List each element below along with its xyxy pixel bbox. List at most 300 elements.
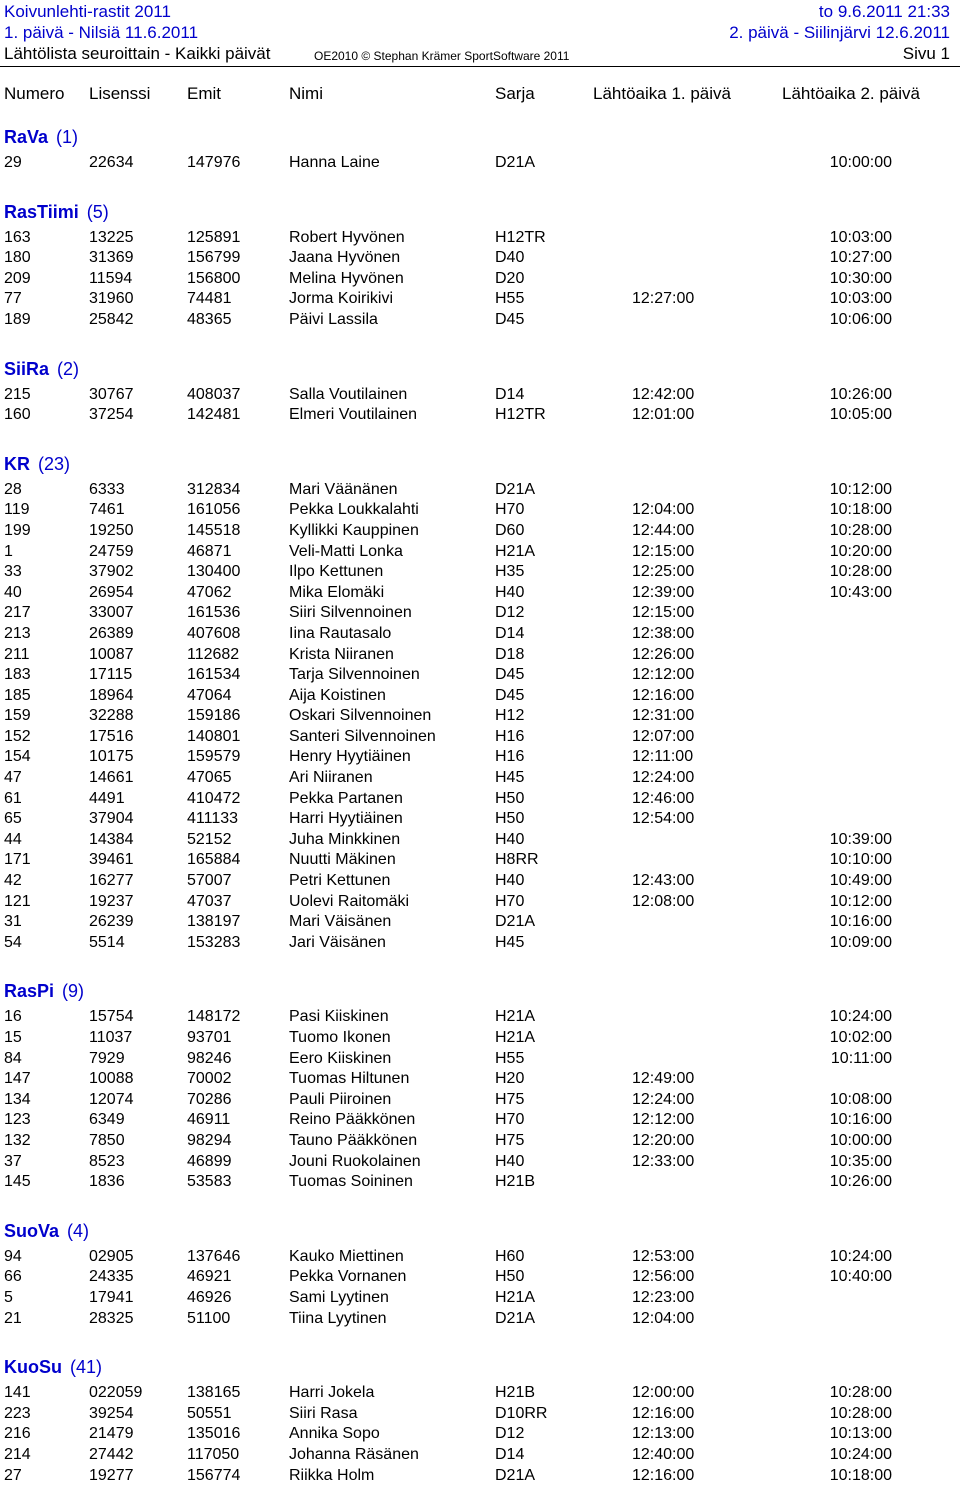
cell-sarja: H8RR — [495, 851, 539, 869]
table-row — [0, 1310, 960, 1331]
cell-nimi: Päivi Lassila — [289, 310, 378, 328]
cell-numero: 42 — [4, 872, 22, 890]
cell-nimi: Siiri Silvennoinen — [289, 604, 412, 622]
cell-nimi: Petri Kettunen — [289, 872, 391, 890]
club-title — [4, 359, 79, 380]
cell-numero: 31 — [4, 913, 22, 931]
cell-lahto1: 12:04:00 — [632, 501, 695, 519]
cell-lahto1: 12:39:00 — [632, 583, 695, 601]
cell-nimi: Pauli Piiroinen — [289, 1090, 392, 1108]
cell-nimi: Nuutti Mäkinen — [289, 851, 396, 869]
cell-lisenssi: 28325 — [89, 1309, 134, 1327]
cell-lisenssi: 4491 — [89, 789, 125, 807]
club-heading — [0, 976, 960, 1008]
cell-numero: 37 — [4, 1152, 22, 1170]
cell-nimi: Johanna Räsänen — [289, 1445, 419, 1463]
cell-lisenssi: 24335 — [89, 1268, 134, 1286]
cell-lahto2: 10:06:00 — [829, 310, 892, 328]
cell-lahto1: 12:16:00 — [632, 686, 695, 704]
cell-lisenssi: 7929 — [89, 1049, 125, 1067]
cell-lahto2: 10:43:00 — [829, 583, 892, 601]
cell-numero: 160 — [4, 406, 31, 424]
cell-nimi: Iina Rautasalo — [289, 624, 392, 642]
cell-lahto1: 12:56:00 — [632, 1268, 695, 1286]
table-row — [0, 229, 960, 250]
club-heading — [0, 197, 960, 229]
cell-lisenssi: 14384 — [89, 830, 134, 848]
cell-numero: 145 — [4, 1173, 31, 1191]
table-row — [0, 1111, 960, 1132]
cell-numero: 134 — [4, 1090, 31, 1108]
cell-emit: 98246 — [187, 1049, 232, 1067]
cell-lisenssi: 37254 — [89, 406, 134, 424]
cell-lahto2: 10:03:00 — [829, 228, 892, 246]
table-row — [0, 1091, 960, 1112]
cell-numero: 154 — [4, 748, 31, 766]
cell-lahto2: 10:12:00 — [829, 892, 892, 910]
cell-emit: 47062 — [187, 583, 232, 601]
cell-lahto1: 12:12:00 — [632, 666, 695, 684]
table-row — [0, 563, 960, 584]
cell-lisenssi: 37904 — [89, 810, 134, 828]
cell-sarja: H55 — [495, 290, 525, 308]
cell-emit: 57007 — [187, 872, 232, 890]
cell-emit: 153283 — [187, 933, 241, 951]
club-count: (5) — [86, 201, 109, 222]
cell-sarja: D45 — [495, 310, 525, 328]
table-row — [0, 290, 960, 311]
table-row — [0, 386, 960, 407]
day2-info: 2. päivä - Siilinjärvi 12.6.2011 — [729, 23, 950, 42]
cell-nimi: Eero Kiiskinen — [289, 1049, 392, 1067]
cell-emit: 47065 — [187, 769, 232, 787]
cell-emit: 53583 — [187, 1173, 232, 1191]
cell-lahto1: 12:12:00 — [632, 1111, 695, 1129]
cell-sarja: H16 — [495, 748, 525, 766]
club-title — [4, 1221, 89, 1242]
cell-nimi: Siiri Rasa — [289, 1404, 358, 1422]
cell-numero: 21 — [4, 1309, 22, 1327]
club-title — [4, 981, 84, 1002]
cell-lisenssi: 10088 — [89, 1070, 134, 1088]
table-row — [0, 154, 960, 175]
cell-lahto1: 12:44:00 — [632, 521, 695, 539]
cell-lahto1: 12:43:00 — [632, 872, 695, 890]
cell-numero: 29 — [4, 154, 22, 171]
cell-sarja: D20 — [495, 269, 525, 287]
cell-lisenssi: 26389 — [89, 624, 134, 642]
cell-lahto2: 10:16:00 — [829, 913, 892, 931]
cell-nimi: Annika Sopo — [289, 1425, 380, 1443]
cell-numero: 147 — [4, 1070, 31, 1088]
cell-lahto1: 12:54:00 — [632, 810, 695, 828]
cell-nimi: Krista Niiranen — [289, 645, 394, 663]
cell-sarja: H45 — [495, 933, 525, 951]
table-row — [0, 1132, 960, 1153]
cell-lahto2: 10:24:00 — [829, 1008, 892, 1026]
cell-lahto2: 10:40:00 — [829, 1268, 892, 1286]
cell-lahto2: 10:13:00 — [829, 1425, 892, 1443]
cell-lahto1: 12:53:00 — [632, 1247, 695, 1265]
table-row — [0, 913, 960, 934]
cell-nimi: Tuomo Ikonen — [289, 1029, 391, 1046]
cell-emit: 138197 — [187, 913, 241, 931]
cell-numero: 180 — [4, 249, 31, 267]
cell-lisenssi: 39461 — [89, 851, 134, 869]
cell-lisenssi: 31960 — [89, 290, 134, 308]
cell-lisenssi: 11594 — [89, 269, 133, 287]
cell-emit: 46926 — [187, 1288, 232, 1306]
table-row — [0, 270, 960, 291]
cell-lahto1: 12:13:00 — [632, 1425, 695, 1443]
start-list — [0, 100, 960, 1487]
cell-numero: 141 — [4, 1384, 31, 1402]
cell-numero: 84 — [4, 1049, 22, 1067]
col-sarja: Sarja — [495, 84, 535, 103]
table-row — [0, 1248, 960, 1269]
cell-emit: 145518 — [187, 521, 241, 539]
cell-nimi: Pasi Kiiskinen — [289, 1008, 389, 1026]
cell-sarja: H50 — [495, 1268, 525, 1286]
club-title — [4, 202, 109, 223]
cell-sarja: H21A — [495, 1288, 536, 1306]
table-row — [0, 249, 960, 270]
cell-sarja: H50 — [495, 789, 525, 807]
col-lahto2: Lähtöaika 2. päivä — [782, 84, 920, 103]
cell-nimi: Elmeri Voutilainen — [289, 406, 418, 424]
table-row — [0, 1050, 960, 1071]
cell-nimi: Aija Koistinen — [289, 686, 386, 704]
table-row — [0, 666, 960, 687]
cell-sarja: H40 — [495, 583, 525, 601]
cell-lahto2: 10:11:00 — [830, 1049, 892, 1067]
cell-nimi: Harri Jokela — [289, 1384, 375, 1402]
cell-numero: 33 — [4, 563, 22, 581]
cell-lisenssi: 16277 — [89, 872, 134, 890]
club-count: (2) — [57, 358, 80, 379]
cell-numero: 217 — [4, 604, 31, 622]
cell-emit: 312834 — [187, 480, 241, 498]
cell-sarja: D12 — [495, 604, 525, 622]
table-row — [0, 1029, 960, 1050]
col-emit: Emit — [187, 84, 221, 103]
cell-sarja: H21B — [495, 1384, 536, 1402]
cell-sarja: H12TR — [495, 406, 546, 424]
cell-sarja: D21A — [495, 913, 536, 931]
cell-sarja: D60 — [495, 521, 525, 539]
cell-numero: 214 — [4, 1445, 31, 1463]
cell-numero: 223 — [4, 1404, 31, 1422]
table-row — [0, 1070, 960, 1091]
cell-lahto1: 12:23:00 — [632, 1288, 695, 1306]
cell-numero: 1 — [4, 542, 13, 560]
cell-lahto2: 10:00:00 — [829, 1131, 892, 1149]
table-row — [0, 831, 960, 852]
cell-numero: 216 — [4, 1425, 31, 1443]
cell-numero: 199 — [4, 521, 31, 539]
club-count: (1) — [56, 127, 79, 147]
cell-lisenssi: 30767 — [89, 385, 134, 403]
table-row — [0, 748, 960, 769]
cell-nimi: Ilpo Kettunen — [289, 563, 384, 581]
cell-emit: 112682 — [187, 645, 240, 663]
club-heading — [0, 1352, 960, 1384]
club-name: RasPi — [4, 981, 55, 1002]
cell-nimi: Ari Niiranen — [289, 769, 373, 787]
cell-lahto2: 10:24:00 — [829, 1445, 892, 1463]
cell-numero: 27 — [4, 1466, 22, 1484]
cell-lahto1: 12:46:00 — [632, 789, 695, 807]
cell-nimi: Jorma Koirikivi — [289, 290, 394, 308]
cell-lahto1: 12:00:00 — [632, 1384, 695, 1402]
cell-nimi: Tuomas Soininen — [289, 1173, 413, 1191]
cell-sarja: H70 — [495, 1111, 525, 1129]
cell-sarja: D21A — [495, 480, 536, 498]
cell-emit: 70286 — [187, 1090, 232, 1108]
cell-nimi: Pekka Vornanen — [289, 1268, 407, 1286]
cell-nimi: Riikka Holm — [289, 1466, 375, 1484]
cell-nimi: Pekka Partanen — [289, 789, 403, 807]
cell-numero: 40 — [4, 583, 22, 601]
cell-lisenssi: 7461 — [89, 501, 125, 519]
cell-lisenssi: 18964 — [89, 686, 134, 704]
cell-emit: 117050 — [187, 1445, 240, 1463]
cell-emit: 147976 — [187, 154, 241, 171]
cell-lahto2: 10:08:00 — [829, 1090, 892, 1108]
cell-nimi: Salla Voutilainen — [289, 385, 408, 403]
table-row — [0, 790, 960, 811]
table-row — [0, 728, 960, 749]
cell-lisenssi: 10175 — [89, 748, 134, 766]
cell-lahto2: 10:16:00 — [829, 1111, 892, 1129]
table-row — [0, 1384, 960, 1405]
cell-lahto1: 12:49:00 — [632, 1070, 695, 1088]
cell-numero: 15 — [4, 1029, 22, 1046]
cell-emit: 138165 — [187, 1384, 241, 1402]
cell-lahto1: 12:24:00 — [632, 1090, 695, 1108]
cell-sarja: D45 — [495, 666, 525, 684]
table-row — [0, 1289, 960, 1310]
cell-lisenssi: 19237 — [89, 892, 134, 910]
cell-lisenssi: 15754 — [89, 1008, 134, 1026]
cell-emit: 161536 — [187, 604, 241, 622]
cell-emit: 51100 — [187, 1309, 231, 1327]
cell-lahto1: 12:04:00 — [632, 1309, 695, 1327]
table-row — [0, 1446, 960, 1467]
cell-numero: 94 — [4, 1247, 22, 1265]
cell-numero: 185 — [4, 686, 31, 704]
cell-lahto1: 12:07:00 — [632, 727, 695, 745]
cell-lahto2: 10:20:00 — [829, 542, 892, 560]
cell-lisenssi: 14661 — [89, 769, 134, 787]
cell-lisenssi: 12074 — [89, 1090, 134, 1108]
table-row — [0, 687, 960, 708]
cell-lahto2: 10:12:00 — [829, 480, 892, 498]
cell-emit: 135016 — [187, 1425, 241, 1443]
cell-sarja: D14 — [495, 624, 525, 642]
cell-numero: 119 — [4, 501, 30, 519]
cell-lisenssi: 10087 — [89, 645, 134, 663]
cell-emit: 93701 — [187, 1029, 232, 1046]
cell-lahto2: 10:28:00 — [829, 1404, 892, 1422]
cell-sarja: H21B — [495, 1173, 536, 1191]
cell-numero: 47 — [4, 769, 22, 787]
cell-sarja: D18 — [495, 645, 525, 663]
cell-sarja: H75 — [495, 1131, 525, 1149]
header-divider — [0, 66, 960, 67]
club-name: KR — [4, 453, 30, 474]
table-row — [0, 851, 960, 872]
cell-nimi: Mari Väänänen — [289, 480, 398, 498]
cell-emit: 411133 — [187, 810, 239, 828]
cell-numero: 211 — [4, 645, 30, 663]
cell-sarja: D21A — [495, 1309, 536, 1327]
cell-lahto2: 10:26:00 — [829, 385, 892, 403]
cell-lahto1: 12:40:00 — [632, 1445, 695, 1463]
table-row — [0, 311, 960, 332]
cell-sarja: H35 — [495, 563, 525, 581]
cell-sarja: D10RR — [495, 1404, 548, 1422]
cell-lahto2: 10:30:00 — [829, 269, 892, 287]
cell-lahto1: 12:08:00 — [632, 892, 695, 910]
cell-nimi: Hanna Laine — [289, 154, 380, 171]
cell-numero: 209 — [4, 269, 31, 287]
cell-emit: 130400 — [187, 563, 241, 581]
cell-lisenssi: 37902 — [89, 563, 134, 581]
club-title — [4, 454, 70, 475]
cell-sarja: H12 — [495, 707, 525, 725]
cell-lahto2: 10:28:00 — [829, 1384, 892, 1402]
cell-nimi: Mari Väisänen — [289, 913, 392, 931]
cell-emit: 407608 — [187, 624, 241, 642]
cell-emit: 140801 — [187, 727, 241, 745]
cell-nimi: Kyllikki Kauppinen — [289, 521, 419, 539]
cell-sarja: H70 — [495, 501, 525, 519]
cell-lisenssi: 19277 — [89, 1466, 134, 1484]
table-row — [0, 481, 960, 502]
table-row — [0, 1425, 960, 1446]
cell-sarja: H60 — [495, 1247, 525, 1265]
table-row — [0, 934, 960, 955]
club-name: SuoVa — [4, 1220, 60, 1241]
table-row — [0, 872, 960, 893]
cell-sarja: H70 — [495, 892, 525, 910]
cell-emit: 50551 — [187, 1404, 232, 1422]
cell-numero: 16 — [4, 1008, 22, 1026]
cell-emit: 408037 — [187, 385, 241, 403]
cell-lisenssi: 1836 — [89, 1173, 125, 1191]
cell-numero: 132 — [4, 1131, 31, 1149]
cell-lahto2: 10:49:00 — [829, 872, 892, 890]
cell-lisenssi: 02905 — [89, 1247, 134, 1265]
club-name: SiiRa — [4, 358, 50, 379]
page-header — [0, 0, 960, 68]
cell-sarja: D40 — [495, 249, 525, 267]
cell-emit: 156799 — [187, 249, 241, 267]
cell-emit: 142481 — [187, 406, 241, 424]
cell-numero: 54 — [4, 933, 22, 951]
club-name: RaVa — [4, 127, 49, 147]
table-row — [0, 893, 960, 914]
cell-lisenssi: 27442 — [89, 1445, 134, 1463]
table-row — [0, 1008, 960, 1029]
cell-lisenssi: 32288 — [89, 707, 134, 725]
cell-lisenssi: 26954 — [89, 583, 134, 601]
club-count: (41) — [70, 1357, 103, 1378]
cell-sarja: H45 — [495, 769, 525, 787]
cell-numero: 183 — [4, 666, 31, 684]
cell-emit: 47037 — [187, 892, 232, 910]
cell-lahto2: 10:03:00 — [829, 290, 892, 308]
club-count: (23) — [38, 453, 71, 474]
cell-nimi: Tarja Silvennoinen — [289, 666, 420, 684]
day1-info: 1. päivä - Nilsiä 11.6.2011 — [4, 23, 199, 42]
cell-nimi: Juha Minkkinen — [289, 830, 401, 848]
cell-lisenssi: 21479 — [89, 1425, 134, 1443]
list-title: Lähtölista seuroittain - Kaikki päivät — [4, 44, 271, 63]
cell-lahto1: 12:16:00 — [632, 1404, 695, 1422]
cell-nimi: Jari Väisänen — [289, 933, 386, 951]
cell-nimi: Henry Hyytiäinen — [289, 748, 411, 766]
software-credit: OE2010 © Stephan Krämer SportSoftware 2011 — [314, 49, 570, 63]
cell-sarja: D14 — [495, 385, 525, 403]
cell-lisenssi: 7850 — [89, 1131, 125, 1149]
cell-lisenssi: 17115 — [89, 666, 133, 684]
table-row — [0, 1467, 960, 1488]
cell-lahto2: 10:24:00 — [829, 1247, 892, 1265]
cell-numero: 171 — [4, 851, 31, 869]
cell-numero: 77 — [4, 290, 22, 308]
page-number: Sivu 1 — [902, 44, 950, 63]
table-row — [0, 584, 960, 605]
cell-numero: 213 — [4, 624, 31, 642]
cell-lahto1: 12:16:00 — [632, 1466, 695, 1484]
club-heading — [0, 1216, 960, 1248]
club-name: KuoSu — [4, 1357, 62, 1378]
cell-sarja: H16 — [495, 727, 525, 745]
cell-numero: 65 — [4, 810, 22, 828]
cell-nimi: Tauno Pääkkönen — [289, 1131, 418, 1149]
cell-emit: 46899 — [187, 1152, 232, 1170]
cell-emit: 74481 — [187, 290, 232, 308]
print-timestamp: to 9.6.2011 21:33 — [818, 2, 950, 21]
table-row — [0, 769, 960, 790]
cell-nimi: Tuomas Hiltunen — [289, 1070, 410, 1088]
cell-numero: 215 — [4, 385, 31, 403]
cell-numero: 189 — [4, 310, 31, 328]
cell-lisenssi: 6333 — [89, 480, 125, 498]
cell-lahto1: 12:11:00 — [632, 748, 694, 766]
cell-lahto2: 10:26:00 — [829, 1173, 892, 1191]
table-row — [0, 810, 960, 831]
club-count: (9) — [62, 981, 85, 1002]
cell-nimi: Sami Lyytinen — [289, 1288, 389, 1306]
cell-sarja: H12TR — [495, 228, 546, 246]
cell-nimi: Kauko Miettinen — [289, 1247, 404, 1265]
cell-nimi: Reino Pääkkönen — [289, 1111, 416, 1129]
cell-emit: 161534 — [187, 666, 241, 684]
cell-emit: 46871 — [187, 542, 232, 560]
cell-lisenssi: 8523 — [89, 1152, 125, 1170]
cell-sarja: D12 — [495, 1425, 525, 1443]
cell-lahto1: 12:01:00 — [632, 406, 695, 424]
col-nimi: Nimi — [289, 84, 323, 103]
table-row — [0, 1153, 960, 1174]
cell-emit: 125891 — [187, 228, 241, 246]
cell-emit: 159579 — [187, 748, 241, 766]
club-heading — [0, 122, 960, 154]
cell-lisenssi: 25842 — [89, 310, 134, 328]
